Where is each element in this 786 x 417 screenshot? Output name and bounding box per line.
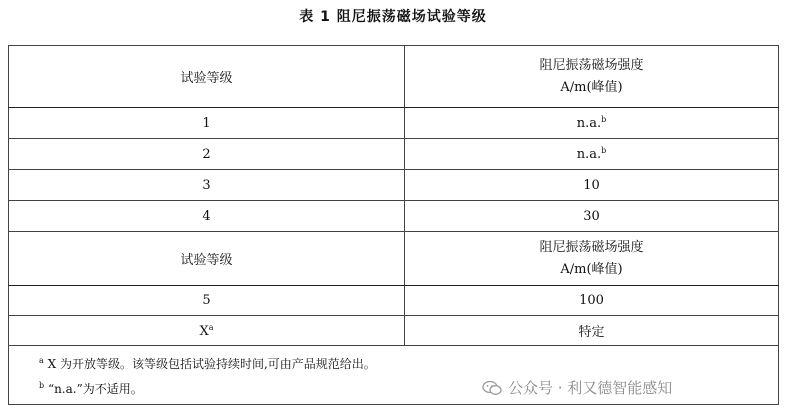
test-level-table-1 [8,45,779,232]
header-field-strength [405,46,779,108]
level-cell: 4 [9,201,405,232]
table-row [9,139,779,170]
header-field-strength [405,232,779,286]
value-cell [405,108,779,139]
table-row [9,170,779,201]
footnote-mark: b [39,381,45,390]
footnote-mark: b [601,146,607,155]
header-field-strength-line2: A/m(峰值) [560,261,623,277]
value-cell [405,139,779,170]
table-row [9,201,779,232]
header-test-level: 试验等级 [9,46,405,108]
level-text: X [199,323,209,339]
value-text: n.a. [576,116,602,131]
table-title: 表 1 阻尼振荡磁场试验等级 [299,9,487,25]
header-field-strength-line2: A/m(峰值) [560,79,623,95]
footnote-mark: a [39,356,44,365]
table-header-row [9,232,779,286]
level-cell [9,316,405,346]
level-cell: 2 [9,139,405,170]
footnote-a [39,350,766,375]
watermark-text: 公众号 · 利又德智能感知 [508,379,673,397]
level-cell: 3 [9,170,405,201]
wechat-icon [482,380,502,396]
value-cell: 特定 [405,316,779,346]
value-text: n.a. [576,147,602,162]
table-row [9,108,779,139]
footnote-mark: b [601,115,607,124]
value-cell: 10 [405,170,779,201]
footnote-text: X 为开放等级。该等级包括试验持续时间,可由产品规范给出。 [43,357,376,371]
table-row [9,316,779,346]
table-header-row [9,46,779,108]
table-row [9,286,779,316]
level-cell: 5 [9,286,405,316]
value-cell: 30 [405,201,779,232]
watermark [478,377,676,398]
footnote-mark: a [208,322,214,332]
header-field-strength-line1: 阻尼振荡磁场强度 [539,57,644,73]
header-field-strength-line1: 阻尼振荡磁场强度 [539,239,644,255]
header-test-level: 试验等级 [9,232,405,286]
footnote-text: “n.a.”为不适用。 [44,382,143,396]
level-cell: 1 [9,108,405,139]
value-cell: 100 [405,286,779,316]
